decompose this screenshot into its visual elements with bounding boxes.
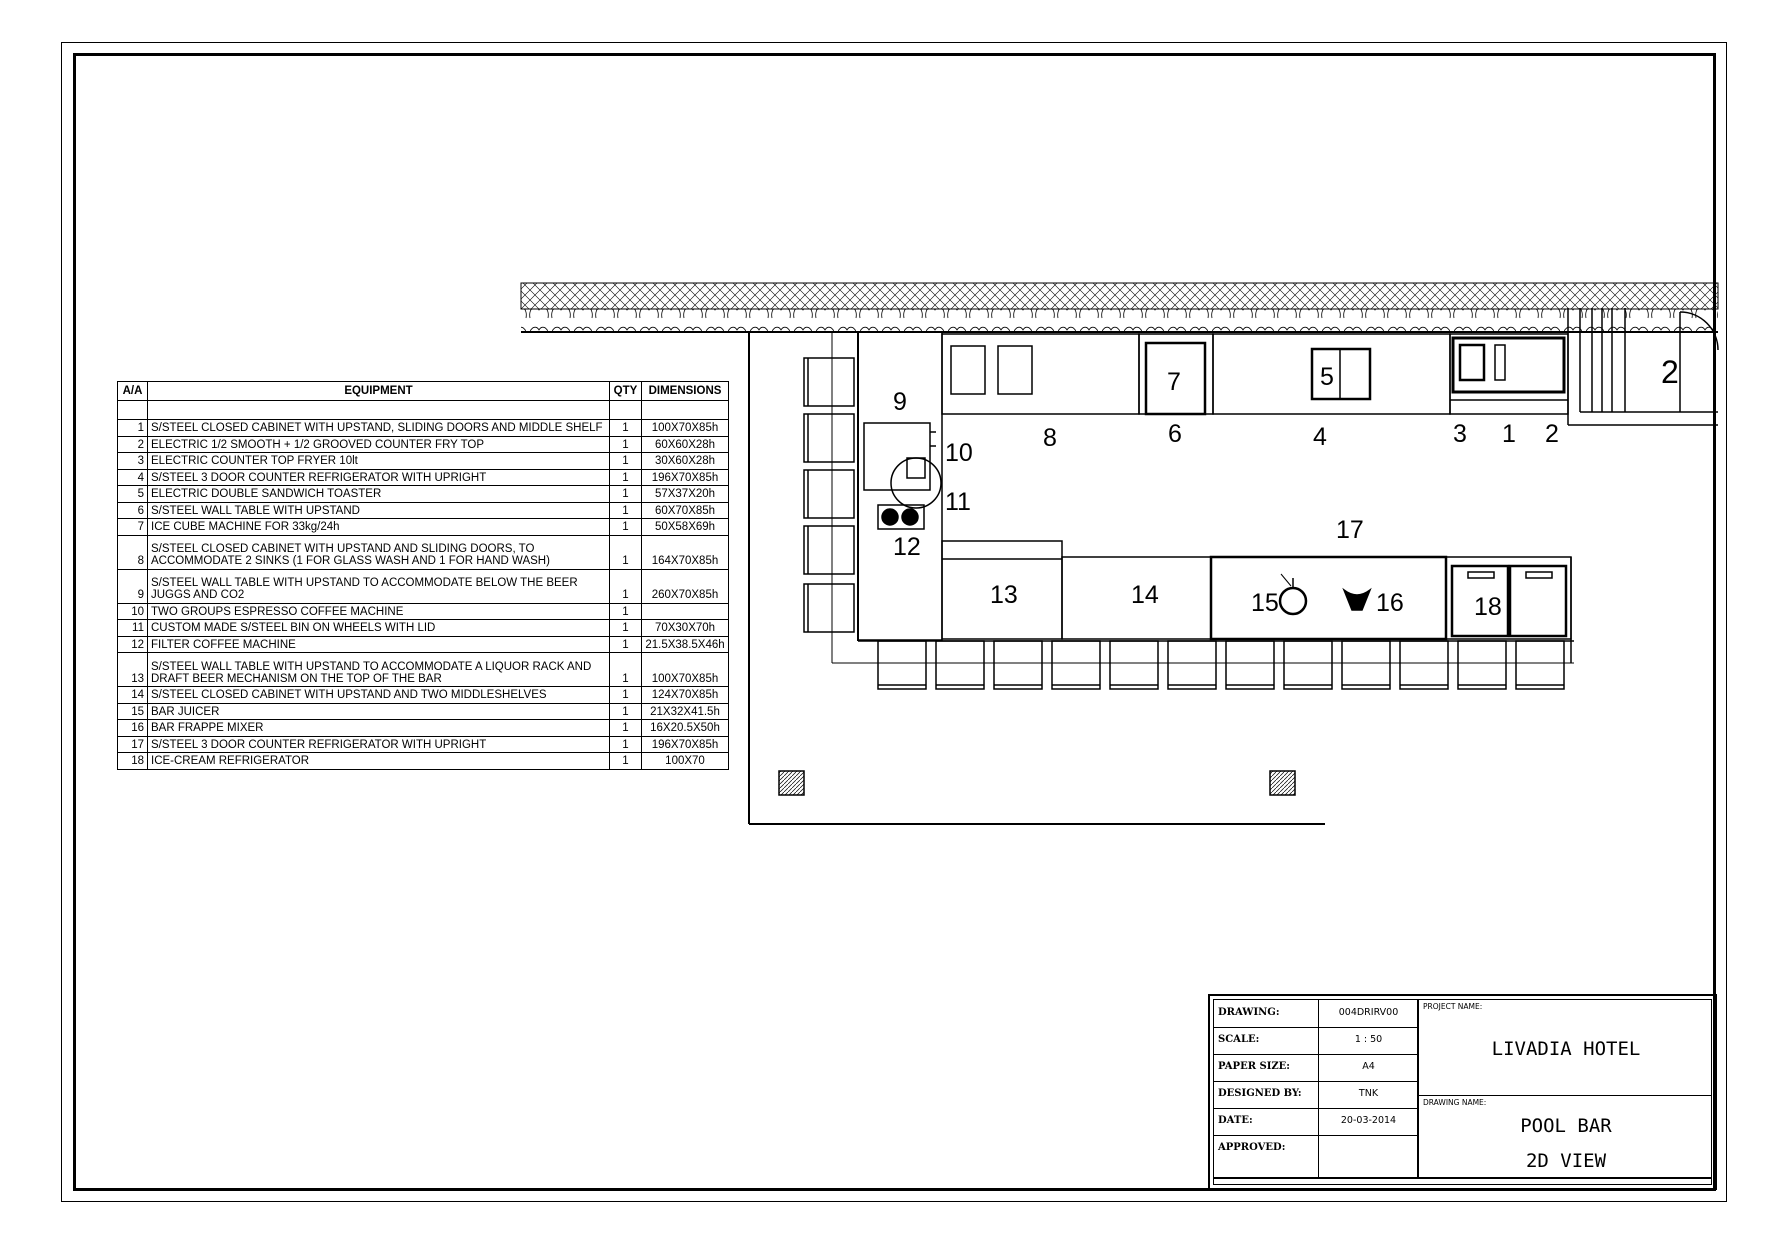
- row-qty: 1: [610, 687, 642, 704]
- row-dimensions: 124X70X85h: [642, 687, 729, 704]
- bar-stools-bottom: [878, 641, 1564, 689]
- label-7: 7: [1167, 368, 1181, 396]
- paper-size-label: PAPER SIZE:: [1218, 1061, 1290, 1072]
- row-item: FILTER COFFEE MACHINE: [148, 636, 610, 653]
- side-counter: [858, 332, 942, 640]
- row-dimensions: 60X70X85h: [642, 502, 729, 519]
- row-qty: 1: [610, 486, 642, 503]
- designed-by-label: DESIGNED BY:: [1218, 1088, 1302, 1099]
- row-item-line2: DRAFT BEER MECHANISM ON THE TOP OF THE BAR: [151, 672, 442, 685]
- project-name: LIVADIA HOTEL: [1491, 1038, 1641, 1060]
- paper-size-value: A4: [1362, 1061, 1375, 1072]
- row-qty: 1: [610, 436, 642, 453]
- title-row-date: [1214, 1108, 1417, 1136]
- drawing-value: 004DRIRV00: [1338, 1007, 1399, 1018]
- title-row-scale: [1214, 1027, 1417, 1055]
- row-qty: 1: [610, 753, 642, 770]
- title-divider-bottom: [1214, 1177, 1711, 1179]
- row-number: 2: [118, 436, 148, 453]
- row-dimensions: 16X20.5X50h: [642, 720, 729, 737]
- row-dimensions: 196X70X85h: [642, 736, 729, 753]
- row-dimensions: 196X70X85h: [642, 469, 729, 486]
- row-item: ICE-CREAM REFRIGERATOR: [148, 753, 610, 770]
- label-2: 2: [1545, 420, 1559, 448]
- row-number: 11: [118, 620, 148, 637]
- label-10: 10: [945, 439, 973, 467]
- drawing-label: DRAWING:: [1218, 1007, 1280, 1018]
- label-9: 9: [893, 388, 907, 416]
- label-16: 16: [1376, 589, 1404, 617]
- row-number: 1: [118, 420, 148, 437]
- row-item-line2: ACCOMMODATE 2 SINKS (1 FOR GLASS WASH AND 1 FOR HAND WASH): [151, 555, 550, 568]
- row-number: 13: [118, 653, 148, 687]
- row-qty: 1: [610, 636, 642, 653]
- row-item: BAR FRAPPE MIXER: [148, 720, 610, 737]
- approved-label: APPROVED:: [1218, 1142, 1286, 1153]
- bar-stools-left: [804, 358, 854, 632]
- row-dimensions: 100X70X85h: [642, 653, 729, 687]
- label-11: 11: [945, 488, 971, 516]
- row-item: TWO GROUPS ESPRESSO COFFEE MACHINE: [148, 603, 610, 620]
- row-qty: 1: [610, 653, 642, 687]
- row-number: 16: [118, 720, 148, 737]
- label-18: 18: [1474, 593, 1502, 621]
- title-divider-horizontal: [1419, 1095, 1711, 1096]
- row-dimensions: 164X70X85h: [642, 535, 729, 569]
- row-item: ELECTRIC COUNTER TOP FRYER 10lt: [148, 453, 610, 470]
- label-14: 14: [1131, 581, 1159, 609]
- scale-label: SCALE:: [1218, 1034, 1260, 1045]
- row-qty: 1: [610, 519, 642, 536]
- row-dimensions: 100X70: [642, 753, 729, 770]
- row-dimensions: 21.5X38.5X46h: [642, 636, 729, 653]
- row-number: 12: [118, 636, 148, 653]
- row-number: 14: [118, 687, 148, 704]
- row-item: S/STEEL 3 DOOR COUNTER REFRIGERATOR WITH UPRIGHT: [148, 736, 610, 753]
- title-row-designed: [1214, 1081, 1417, 1109]
- row-number: 6: [118, 502, 148, 519]
- row-dimensions: 100X70X85h: [642, 420, 729, 437]
- row-number: 18: [118, 753, 148, 770]
- row-dimensions: 60X60X28h: [642, 436, 729, 453]
- row-item-line1: S/STEEL WALL TABLE WITH UPSTAND TO ACCOMMODATE A LIQUOR RACK AND: [151, 660, 592, 673]
- row-dimensions: 70X30X70h: [642, 620, 729, 637]
- row-item: CUSTOM MADE S/STEEL BIN ON WHEELS WITH LID: [148, 620, 610, 637]
- row-dimensions: 50X58X69h: [642, 519, 729, 536]
- drawing-name-label: DRAWING NAME:: [1423, 1098, 1487, 1107]
- row-number: 5: [118, 486, 148, 503]
- row-item: BAR JUICER: [148, 703, 610, 720]
- label-17: 17: [1336, 516, 1364, 544]
- row-dimensions: 21X32X41.5h: [642, 703, 729, 720]
- row-item: S/STEEL WALL TABLE WITH UPSTAND: [148, 502, 610, 519]
- row-number: 9: [118, 569, 148, 603]
- row-qty: 1: [610, 720, 642, 737]
- date-value: 20-03-2014: [1340, 1115, 1397, 1126]
- date-label: DATE:: [1218, 1115, 1253, 1126]
- title-row-approved: [1214, 1135, 1417, 1178]
- title-block: [1208, 994, 1717, 1190]
- row-qty: 1: [610, 603, 642, 620]
- label-12: 12: [893, 533, 921, 561]
- drawing-name-line2: 2D VIEW: [1525, 1150, 1607, 1172]
- row-qty: 1: [610, 502, 642, 519]
- row-qty: 1: [610, 469, 642, 486]
- column-left: [779, 771, 804, 795]
- title-divider: [1318, 1000, 1319, 1177]
- row-dimensions: 30X60X28h: [642, 453, 729, 470]
- exterior-wall: [521, 283, 1718, 332]
- row-dimensions: 260X70X85h: [642, 569, 729, 603]
- project-name-label: PROJECT NAME:: [1423, 1002, 1483, 1011]
- row-item-line1: S/STEEL WALL TABLE WITH UPSTAND TO ACCOMMODATE BELOW THE BEER: [151, 577, 578, 590]
- title-row-paper: [1214, 1054, 1417, 1082]
- title-row-drawing: [1214, 1000, 1417, 1028]
- row-number: 4: [118, 469, 148, 486]
- row-number: 15: [118, 703, 148, 720]
- label-2-door: 2: [1661, 354, 1679, 390]
- row-qty: 1: [610, 620, 642, 637]
- label-5: 5: [1320, 363, 1334, 391]
- header-dimensions: DIMENSIONS: [642, 382, 729, 401]
- label-3: 3: [1453, 420, 1467, 448]
- column-right: [1270, 771, 1295, 795]
- row-item: S/STEEL CLOSED CABINET WITH UPSTAND AND TWO MIDDLESHELVES: [148, 687, 610, 704]
- row-item: ELECTRIC 1/2 SMOOTH + 1/2 GROOVED COUNTER FRY TOP: [148, 436, 610, 453]
- row-dimensions: 57X37X20h: [642, 486, 729, 503]
- row-qty: 1: [610, 535, 642, 569]
- row-number: 8: [118, 535, 148, 569]
- row-number: 7: [118, 519, 148, 536]
- row-number: 3: [118, 453, 148, 470]
- label-8: 8: [1043, 424, 1057, 452]
- header-aa: A/A: [118, 382, 148, 401]
- row-qty: 1: [610, 569, 642, 603]
- row-item: ELECTRIC DOUBLE SANDWICH TOASTER: [148, 486, 610, 503]
- row-number: 10: [118, 603, 148, 620]
- row-item: ICE CUBE MACHINE FOR 33kg/24h: [148, 519, 610, 536]
- label-6: 6: [1168, 420, 1182, 448]
- scale-value: 1 : 50: [1354, 1034, 1383, 1045]
- drawing-name-line1: POOL BAR: [1520, 1115, 1612, 1137]
- label-4: 4: [1313, 423, 1327, 451]
- row-item-line2: JUGGS AND CO2: [151, 589, 245, 602]
- header-qty: QTY: [610, 382, 642, 401]
- row-qty: 1: [610, 736, 642, 753]
- label-1: 1: [1502, 420, 1516, 448]
- row-number: 17: [118, 736, 148, 753]
- row-qty: 1: [610, 453, 642, 470]
- row-item: S/STEEL CLOSED CABINET WITH UPSTAND, SLIDING DOORS AND MIDDLE SHELF: [148, 420, 610, 437]
- row-qty: 1: [610, 420, 642, 437]
- row-item: S/STEEL 3 DOOR COUNTER REFRIGERATOR WITH UPRIGHT: [148, 469, 610, 486]
- row-item-line1: S/STEEL CLOSED CABINET WITH UPSTAND AND SLIDING DOORS, TO: [151, 543, 535, 556]
- header-equipment: EQUIPMENT: [148, 382, 610, 401]
- designed-by-value: TNK: [1358, 1088, 1379, 1099]
- title-block-inner: [1213, 999, 1712, 1185]
- row-qty: 1: [610, 703, 642, 720]
- label-15: 15: [1251, 589, 1279, 617]
- label-13: 13: [990, 581, 1018, 609]
